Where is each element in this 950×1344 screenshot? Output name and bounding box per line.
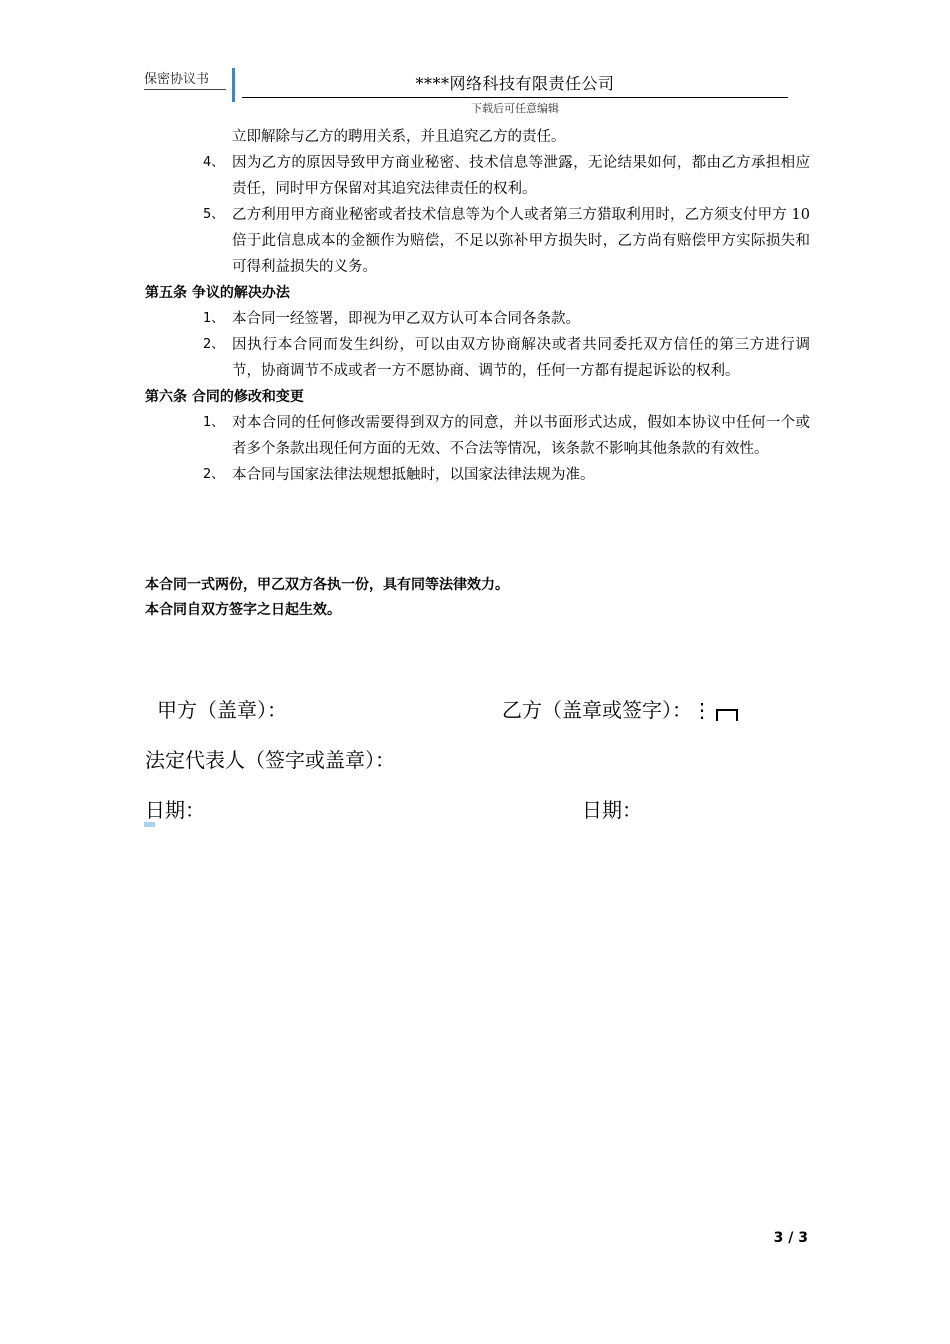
party-b-extra-mark: ⋮ <box>692 698 712 722</box>
item-number: 2、 <box>203 467 225 482</box>
item-text: 因为乙方的原因导致甲方商业秘密、技术信息等泄露，无论结果如何，都由乙方承担相应责任，同时甲方保留对其追究法律责任的权利。 <box>232 155 810 197</box>
header-company-name: ****网络科技有限责任公司 <box>415 74 615 93</box>
page-number: 3 / 3 <box>773 1230 808 1246</box>
contract-notes <box>145 573 509 623</box>
legal-representative-label: 法定代表人（签字或盖章）： <box>145 748 395 772</box>
section-heading: 第五条 争议的解决办法 <box>145 285 290 301</box>
item-text: 本合同与国家法律法规想抵触时，以国家法律法规为准。 <box>232 467 595 483</box>
header-doc-label: 保密协议书 <box>144 72 226 90</box>
header-accent-bar <box>232 68 235 102</box>
item-number: 1、 <box>203 415 225 430</box>
party-b-seal-label <box>502 697 738 723</box>
header-subtitle: 下载后可任意编辑 <box>471 102 559 115</box>
item-number: 1、 <box>203 311 225 326</box>
section-heading: 第六条 合同的修改和变更 <box>145 389 304 405</box>
text-cursor-marker <box>144 822 155 827</box>
party-a-date-label: 日期： <box>145 798 205 822</box>
list-item <box>145 462 810 488</box>
item-text: 本合同一经签署，即视为甲乙双方认可本合同各条款。 <box>232 311 580 327</box>
note-copies: 本合同一式两份，甲乙双方各执一份，具有同等法律效力。 <box>145 577 509 593</box>
item-number: 4、 <box>203 155 225 170</box>
party-b-date-label: 日期： <box>582 798 642 822</box>
party-b-label-text: 乙方（盖章或签字）： <box>502 698 692 722</box>
signature-mark-icon <box>716 709 738 721</box>
list-item <box>145 306 810 332</box>
item-text: 对本合同的任何修改需要得到双方的同意，并以书面形式达成，假如本协议中任何一个或者多个条款出现任何方面的无效、不合法等情况，该条款不影响其他条款的有效性。 <box>232 415 810 457</box>
list-item <box>145 410 810 462</box>
continuation-text: 立即解除与乙方的聘用关系，并且追究乙方的责任。 <box>232 129 566 145</box>
list-item <box>145 332 810 384</box>
party-a-seal-label: 甲方（盖章）： <box>157 698 287 722</box>
list-item <box>145 202 810 280</box>
item-number: 2、 <box>203 337 225 352</box>
item-text: 因执行本合同而发生纠纷，可以由双方协商解决或者共同委托双方信任的第三方进行调节，协商调节不成或者一方不愿协商、调节的，任何一方都有提起诉讼的权利。 <box>232 337 810 379</box>
document-body <box>145 124 810 488</box>
item-text: 乙方利用甲方商业秘密或者技术信息等为个人或者第三方猎取利用时，乙方须支付甲方 10 倍于此信息成本的金额作为赔偿，不足以弥补甲方损失时，乙方尚有赔偿甲方实际损失和可得利益损失的义务。 <box>232 207 810 275</box>
item-number: 5、 <box>203 207 225 222</box>
list-item <box>145 150 810 202</box>
note-effective: 本合同自双方签字之日起生效。 <box>145 602 341 618</box>
header-rule <box>242 97 788 98</box>
